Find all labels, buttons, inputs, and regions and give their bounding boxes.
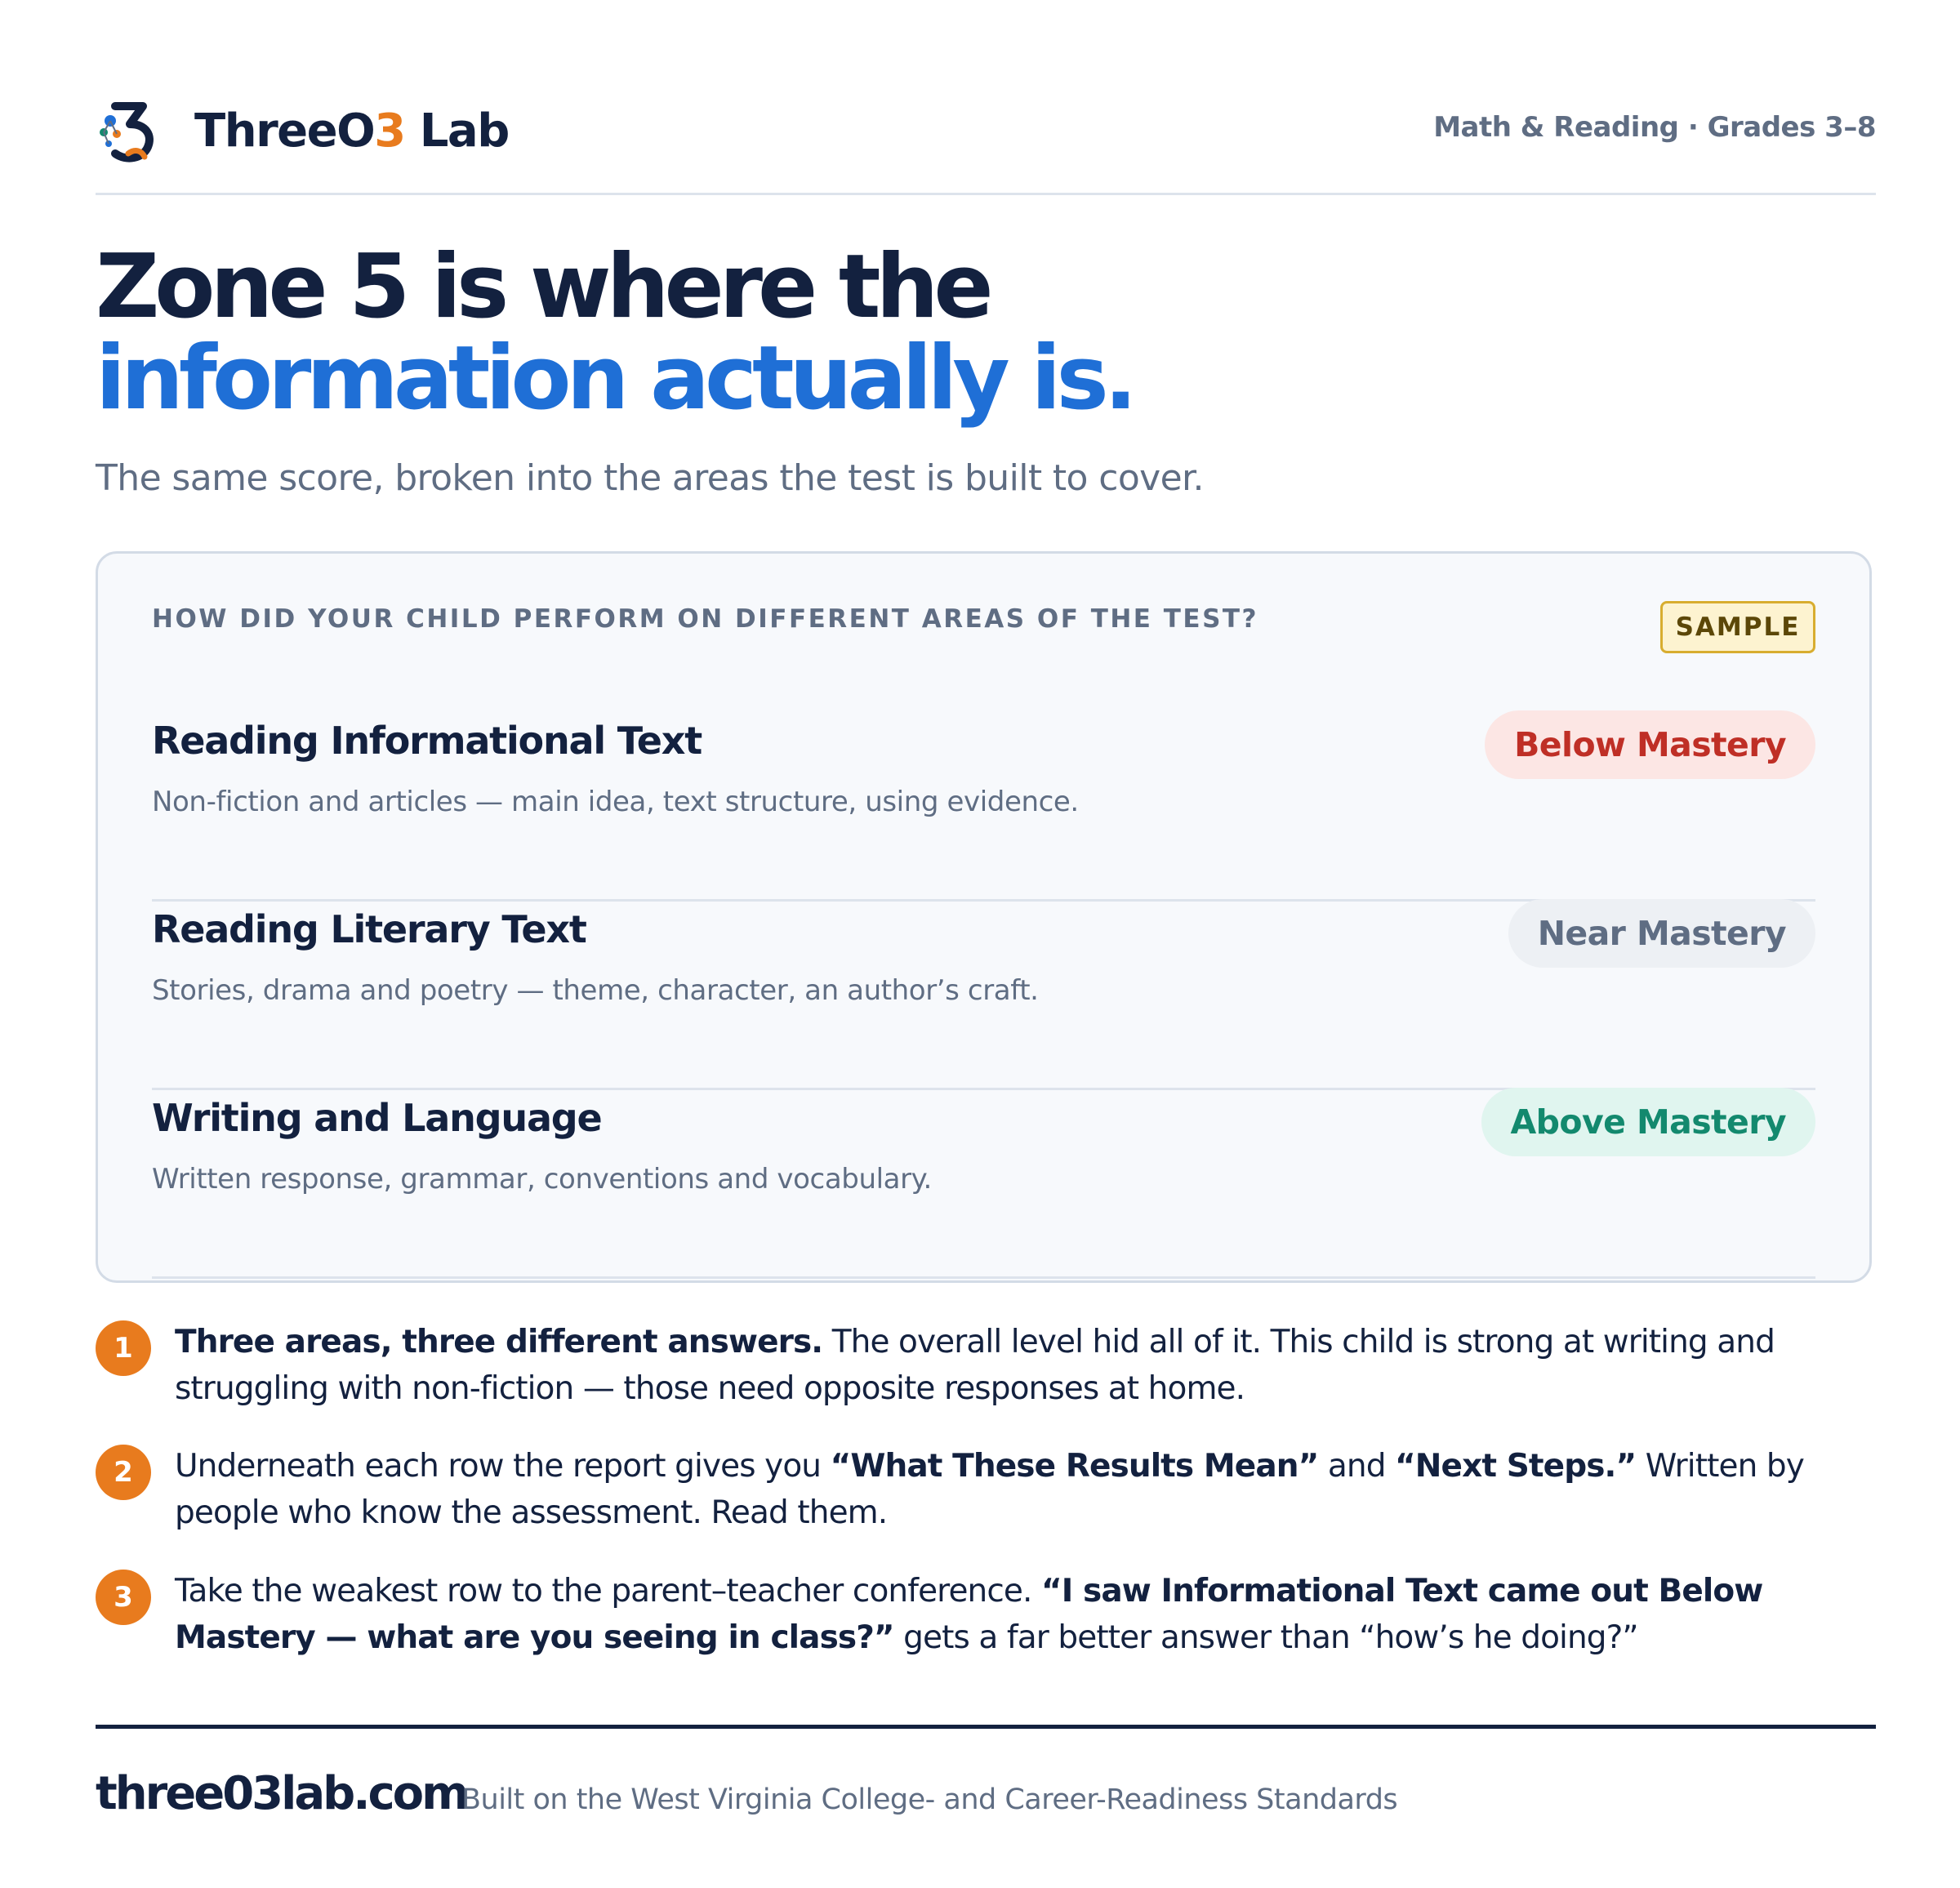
point-number-badge: 2 [96,1445,151,1500]
subhead: The same score, broken into the areas the test is built to cover. [96,457,1204,499]
brand [96,94,509,167]
point-text: Take the weakest row to the parent–teacher conference. “I saw Informational Text came out Below Mastery — what are you seeing in class?” gets a far better answer than “how’s he doing?” [175,1573,1763,1656]
card-question: HOW DID YOUR CHILD PERFORM ON DIFFERENT AREAS OF THE TEST? [152,604,1259,634]
page [96,0,1876,1888]
results-card [96,551,1872,1283]
brand-name: ThreeO3 Lab [194,104,509,158]
brand-name-accent: 3 [374,104,405,158]
status-pill-below-mastery: Below Mastery [1485,710,1815,779]
area-description: Non-fiction and articles — main idea, text structure, using evidence. [152,786,1079,818]
header-meta: Math & Reading · Grades 3–8 [1433,111,1876,144]
sample-badge: SAMPLE [1660,601,1815,653]
headline-line-2: information actually is. [96,327,1133,430]
point-text: Underneath each row the report gives you “What These Results Mean” and “Next Steps.” Written by people who know the assessment. Read them. [175,1448,1804,1531]
headline [96,236,1133,430]
status-pill-near-mastery: Near Mastery [1508,899,1815,968]
footer-site-link[interactable]: three03lab.com [96,1767,467,1820]
footer-note: Built on the West Virginia College- and Career-Readiness Standards [461,1783,1398,1816]
status-pill-above-mastery: Above Mastery [1481,1088,1815,1156]
point-text: Three areas, three different answers. The overall level hid all of it. This child is strong at writing and struggling with non-fiction — those need opposite responses at home. [175,1324,1775,1407]
area-title: Writing and Language [152,1096,602,1140]
area-row-writing [152,1088,1815,1279]
area-description: Written response, grammar, conventions and vocabulary. [152,1163,932,1196]
headline-line-1: Zone 5 is where the [96,236,989,338]
area-row-informational [152,710,1815,902]
area-description: Stories, drama and poetry — theme, character, an author’s craft. [152,974,1039,1007]
point-number-badge: 3 [96,1570,151,1625]
area-row-literary [152,899,1815,1090]
footer-divider [96,1725,1876,1729]
area-title: Reading Literary Text [152,907,586,951]
three-brain-logo-icon [96,96,164,165]
point-number-badge: 1 [96,1320,151,1376]
header-divider [96,193,1876,195]
area-title: Reading Informational Text [152,719,702,763]
